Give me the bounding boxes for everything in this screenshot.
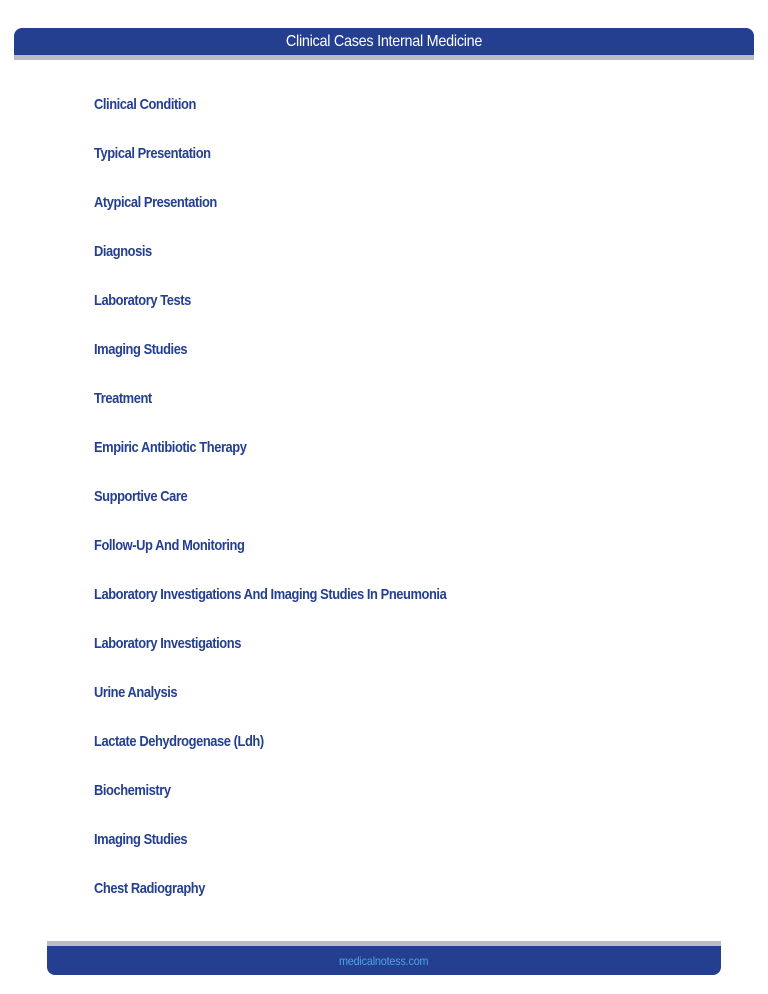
toc-item[interactable]: Empiric Antibiotic Therapy (94, 439, 247, 456)
page-title: Clinical Cases Internal Medicine (285, 32, 483, 50)
toc-item[interactable]: Imaging Studies (94, 831, 188, 848)
toc-item[interactable]: Clinical Condition (94, 96, 196, 113)
page-footer (47, 941, 721, 975)
toc-item[interactable]: Diagnosis (94, 243, 152, 260)
toc-item[interactable]: Typical Presentation (94, 145, 211, 162)
footer-bar (47, 946, 721, 975)
toc-item[interactable]: Lactate Dehydrogenase (Ldh) (94, 733, 264, 750)
toc-item[interactable]: Treatment (94, 390, 152, 407)
toc-item[interactable]: Laboratory Investigations And Imaging Studies In Pneumonia (94, 586, 447, 603)
table-of-contents (94, 91, 504, 924)
toc-item[interactable]: Biochemistry (94, 782, 171, 799)
toc-item[interactable]: Follow-Up And Monitoring (94, 537, 245, 554)
toc-item[interactable]: Laboratory Investigations (94, 635, 241, 652)
header-divider (14, 55, 754, 60)
toc-item[interactable]: Laboratory Tests (94, 292, 191, 309)
toc-item[interactable]: Atypical Presentation (94, 194, 217, 211)
toc-item[interactable]: Chest Radiography (94, 880, 205, 897)
toc-item[interactable]: Imaging Studies (94, 341, 188, 358)
toc-item[interactable]: Urine Analysis (94, 684, 178, 701)
toc-item[interactable]: Supportive Care (94, 488, 188, 505)
footer-site-link[interactable]: medicalnotess.com (339, 953, 429, 968)
page-header (14, 28, 754, 60)
header-bar (14, 28, 754, 55)
